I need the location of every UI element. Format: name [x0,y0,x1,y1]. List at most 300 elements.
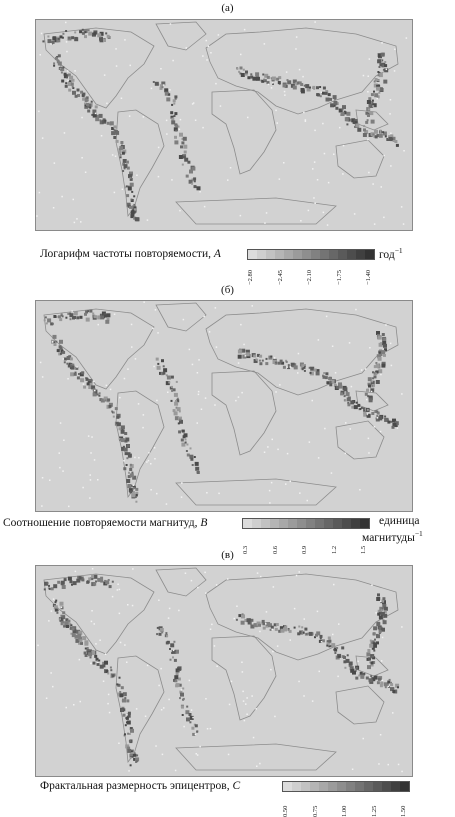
ridge-point [238,396,240,398]
ridge-point [109,712,111,714]
ridge-point [324,153,326,155]
ridge-point [359,489,361,491]
ridge-point [65,22,67,24]
seismic-cell [246,352,250,356]
ridge-point [42,376,44,378]
ridge-point [246,714,248,716]
seismic-cell [394,140,397,143]
seismic-cell [72,91,76,95]
seismic-cell [71,83,74,86]
seismic-cell [248,622,250,624]
seismic-cell [250,73,252,75]
seismic-cell [131,191,133,193]
seismic-cell [105,32,107,34]
seismic-cell [174,115,176,117]
ridge-point [135,358,137,360]
color-scale-b [242,518,370,529]
seismic-cell [307,633,309,635]
ridge-point [304,618,306,620]
seismic-cell [53,335,57,339]
seismic-cell [174,679,177,682]
seismic-cell [62,315,64,317]
seismic-cell [325,372,328,375]
ridge-point [197,422,199,424]
seismic-cell [45,316,47,318]
seismic-cell [346,123,348,125]
ridge-point [363,75,365,77]
seismic-cell [267,76,270,79]
ridge-point [119,613,121,615]
ridge-point [312,400,314,402]
seismic-cell [174,136,177,139]
ridge-point [81,157,83,159]
ridge-point [345,453,347,455]
seismic-cell [173,99,176,102]
ridge-point [354,213,356,215]
seismic-cell [133,491,135,493]
seismic-cell [367,100,371,104]
seismic-cell [130,757,132,759]
ridge-point [371,391,373,393]
seismic-cell [320,635,323,638]
seismic-cell [110,669,112,671]
seismic-cell [179,419,181,421]
ridge-point [269,502,271,504]
seismic-cell [136,754,138,756]
seismic-cell [155,82,159,86]
ridge-point [50,43,52,45]
seismic-cell [47,318,51,322]
seismic-cell [323,87,326,90]
ridge-point [247,117,249,119]
seismic-cell [379,66,381,68]
seismic-cell [72,86,74,88]
legend-var-c: C [232,780,241,792]
seismic-cell [384,61,386,63]
scale-swatch [315,519,324,528]
ridge-point [390,133,392,135]
ridge-point [256,766,258,768]
ridge-point [266,212,268,214]
ridge-point [339,127,341,128]
ridge-point [390,165,392,167]
seismic-cell [348,397,351,400]
seismic-cell [241,73,245,77]
seismic-cell [378,74,380,76]
seismic-cell [380,131,382,133]
legend-caption-a [40,248,221,260]
seismic-cell [121,686,124,689]
ridge-point [202,127,204,128]
seismic-cell [266,358,268,360]
ridge-point [265,623,267,625]
ridge-point [52,686,54,688]
ridge-point [332,346,334,348]
seismic-cell [64,73,67,76]
ridge-point [274,357,276,359]
coastline [156,303,206,331]
seismic-cell [174,393,178,397]
scale-swatch [360,519,369,528]
ridge-point [210,629,212,631]
ridge-point [368,76,370,78]
ridge-point [382,637,384,639]
ridge-point [228,754,230,756]
seismic-cell [82,98,85,101]
ridge-point [129,115,131,117]
ridge-point [277,645,279,647]
seismic-cell [367,649,370,652]
ridge-point [235,400,237,402]
seismic-cell [301,626,303,628]
ridge-point [54,162,56,164]
seismic-cell [124,186,126,188]
seismic-cell [122,170,124,172]
seismic-cell [62,585,66,589]
seismic-cell [372,377,374,379]
ridge-point [49,480,51,482]
seismic-cell [173,103,175,105]
ridge-point [367,413,369,415]
ridge-point [303,695,305,697]
ridge-point [242,671,244,673]
seismic-cell [191,727,194,730]
seismic-cell [319,86,321,88]
ridge-point [145,716,147,718]
ridge-point [143,301,145,303]
seismic-cell [63,623,65,625]
ridge-point [264,452,266,454]
ridge-point [204,572,206,574]
seismic-cell [124,432,127,435]
seismic-cell [102,664,105,667]
seismic-cell [316,86,319,89]
seismic-cell [87,647,89,649]
coastline [176,479,336,505]
ridge-point [401,206,403,208]
seismic-cell [298,626,300,628]
ridge-point [214,645,216,647]
ridge-point [181,689,183,691]
seismic-cell [191,183,193,185]
seismic-cell [82,29,84,31]
seismic-cell [75,37,78,40]
seismic-cell [115,407,118,410]
seismic-cell [168,94,170,96]
seismic-cell [82,93,85,96]
seismic-cell [58,315,61,318]
ridge-point [394,49,396,51]
ridge-point [123,460,125,462]
seismic-cell [75,635,79,639]
seismic-cell [169,648,171,650]
seismic-cell [294,365,298,369]
seismic-cell [349,662,353,666]
seismic-cell [126,721,128,723]
seismic-cell [247,76,250,79]
seismic-cell [396,144,399,147]
seismic-cell [73,581,77,585]
seismic-cell [369,644,373,648]
ridge-point [157,332,159,334]
ridge-point [132,568,134,570]
seismic-cell [112,674,115,677]
ridge-point [37,645,39,647]
seismic-cell [377,354,379,356]
ridge-point [305,121,307,123]
ridge-point [245,355,247,357]
seismic-cell [174,140,178,144]
ridge-point [197,754,199,756]
seismic-cell [81,371,84,374]
seismic-cell [253,355,256,358]
ridge-point [158,600,160,602]
ridge-point [240,324,242,326]
ridge-point [114,192,116,194]
seismic-cell [84,313,87,316]
seismic-cell [331,643,335,647]
seismic-cell [390,421,392,423]
seismic-cell [325,376,328,379]
scale-swatch [301,782,310,791]
seismic-cell [128,454,132,458]
ridge-point [371,584,373,586]
seismic-cell [131,199,133,201]
seismic-cell [171,118,174,121]
ridge-point [216,666,218,668]
seismic-cell [320,95,322,97]
seismic-cell [111,131,115,135]
seismic-cell [175,400,177,402]
ridge-point [279,384,281,386]
seismic-cell [124,733,126,735]
ridge-point [380,374,382,376]
ridge-point [206,40,208,42]
ridge-point [192,103,194,105]
seismic-cell [397,686,399,688]
seismic-cell [172,656,174,658]
seismic-cell [335,107,338,110]
ridge-point [394,70,396,72]
seismic-cell [64,358,67,361]
scale-tick-label: 1.5 [360,545,367,554]
seismic-cell [70,318,72,320]
scale-swatch [342,519,351,528]
ridge-point [183,726,185,728]
seismic-cell [262,620,265,623]
ridge-point [323,212,325,214]
seismic-cell [396,425,398,427]
ridge-point [195,734,197,736]
seismic-cell [380,342,382,344]
seismic-cell [373,91,375,93]
seismic-cell [334,105,336,107]
seismic-cell [178,430,181,433]
ridge-point [381,42,383,44]
ridge-point [85,172,87,174]
ridge-point [59,467,61,469]
ridge-point [203,316,205,318]
seismic-cell [126,464,128,466]
ridge-point [277,122,279,124]
ridge-point [154,458,156,460]
seismic-cell [60,602,64,606]
seismic-cell [371,93,374,96]
ridge-point [268,84,270,86]
ridge-point [337,676,339,678]
seismic-cell [126,457,128,459]
ridge-point [227,578,229,580]
scale-swatch [248,250,257,259]
seismic-cell [363,410,365,412]
ridge-point [40,362,42,364]
seismic-cell [322,639,325,642]
seismic-cell [334,649,337,652]
ridge-point [264,43,266,45]
ridge-point [196,753,198,755]
seismic-cell [373,626,377,630]
panel-label-a: (а) [221,2,234,14]
ridge-point [36,215,38,217]
ridge-point [369,347,371,349]
seismic-cell [129,490,132,493]
seismic-cell [113,416,115,418]
seismic-cell [238,350,242,354]
seismic-cell [62,611,65,614]
seismic-cell [182,164,184,166]
seismic-cell [47,36,49,38]
seismic-cell [55,341,57,343]
seismic-cell [305,84,309,88]
seismic-cell [376,634,378,636]
ridge-point [365,368,367,370]
seismic-cell [61,314,63,316]
seismic-cell [333,101,337,105]
seismic-cell [376,364,380,368]
scale-swatch [319,782,328,791]
ridge-point [166,133,168,135]
ridge-point [133,485,135,487]
ridge-point [270,669,272,671]
ridge-point [260,576,262,578]
ridge-point [401,771,403,773]
seismic-cell [67,313,69,315]
ridge-point [302,76,304,78]
ridge-point [53,207,55,209]
seismic-cell [195,462,199,466]
seismic-cell [59,318,62,321]
ridge-point [143,116,145,118]
seismic-cell [159,633,162,636]
seismic-cell [368,385,371,388]
ridge-point [383,155,385,157]
seismic-cell [383,620,387,624]
scale-swatch [257,250,266,259]
ridge-point [42,477,44,479]
seismic-cell [58,54,61,57]
ridge-point [117,589,119,591]
seismic-cell [376,597,380,601]
ridge-point [126,662,128,664]
ridge-point [105,654,107,656]
seismic-cell [179,697,181,699]
seismic-cell [47,582,49,584]
seismic-cell [350,400,354,404]
seismic-cell [181,439,184,442]
seismic-cell [383,80,387,84]
ridge-point [97,479,99,481]
seismic-cell [289,630,292,633]
ridge-point [158,685,160,687]
seismic-cell [171,400,173,402]
seismic-cell [176,652,178,654]
scale-swatch [306,519,315,528]
seismic-cell [87,110,90,113]
scale-swatch [252,519,261,528]
seismic-cell [369,104,372,107]
ridge-point [215,83,217,85]
ridge-point [245,703,247,705]
seismic-cell [302,368,304,370]
seismic-cell [94,315,97,318]
ridge-point [153,366,155,368]
seismic-cell [161,359,164,362]
ridge-point [390,343,392,345]
ridge-point [148,460,150,462]
ridge-point [259,631,261,633]
seismic-cell [125,452,128,455]
ridge-point [179,210,181,212]
seismic-cell [89,107,91,109]
ridge-point [63,440,65,442]
seismic-cell [363,125,365,127]
ridge-point [122,189,124,191]
seismic-cell [93,662,96,665]
seismic-cell [130,729,134,733]
ridge-point [403,150,405,152]
seismic-cell [286,361,288,363]
ridge-point [119,397,121,399]
seismic-cell [100,577,103,580]
ridge-point [349,342,351,344]
seismic-cell [182,688,184,690]
ridge-point [324,428,326,430]
ridge-point [115,48,117,50]
ridge-point [318,457,320,459]
seismic-cell [178,422,180,424]
scale-tick-label: −1.75 [335,269,343,285]
color-scale-a [247,249,375,260]
seismic-cell [52,41,55,44]
ridge-point [79,659,81,661]
seismic-cell [129,188,131,190]
seismic-cell [378,336,382,340]
ridge-point [146,461,148,463]
ridge-point [275,391,277,393]
ridge-point [211,624,213,626]
seismic-cell [156,633,158,635]
seismic-cell [77,89,80,92]
seismic-cell [166,641,169,644]
ridge-point [290,639,292,641]
seismic-cell [104,315,107,318]
ridge-point [378,763,380,765]
seismic-cell [340,392,343,395]
ridge-point [220,105,222,107]
seismic-cell [97,394,99,396]
seismic-cell [186,706,188,708]
ridge-point [234,618,236,620]
